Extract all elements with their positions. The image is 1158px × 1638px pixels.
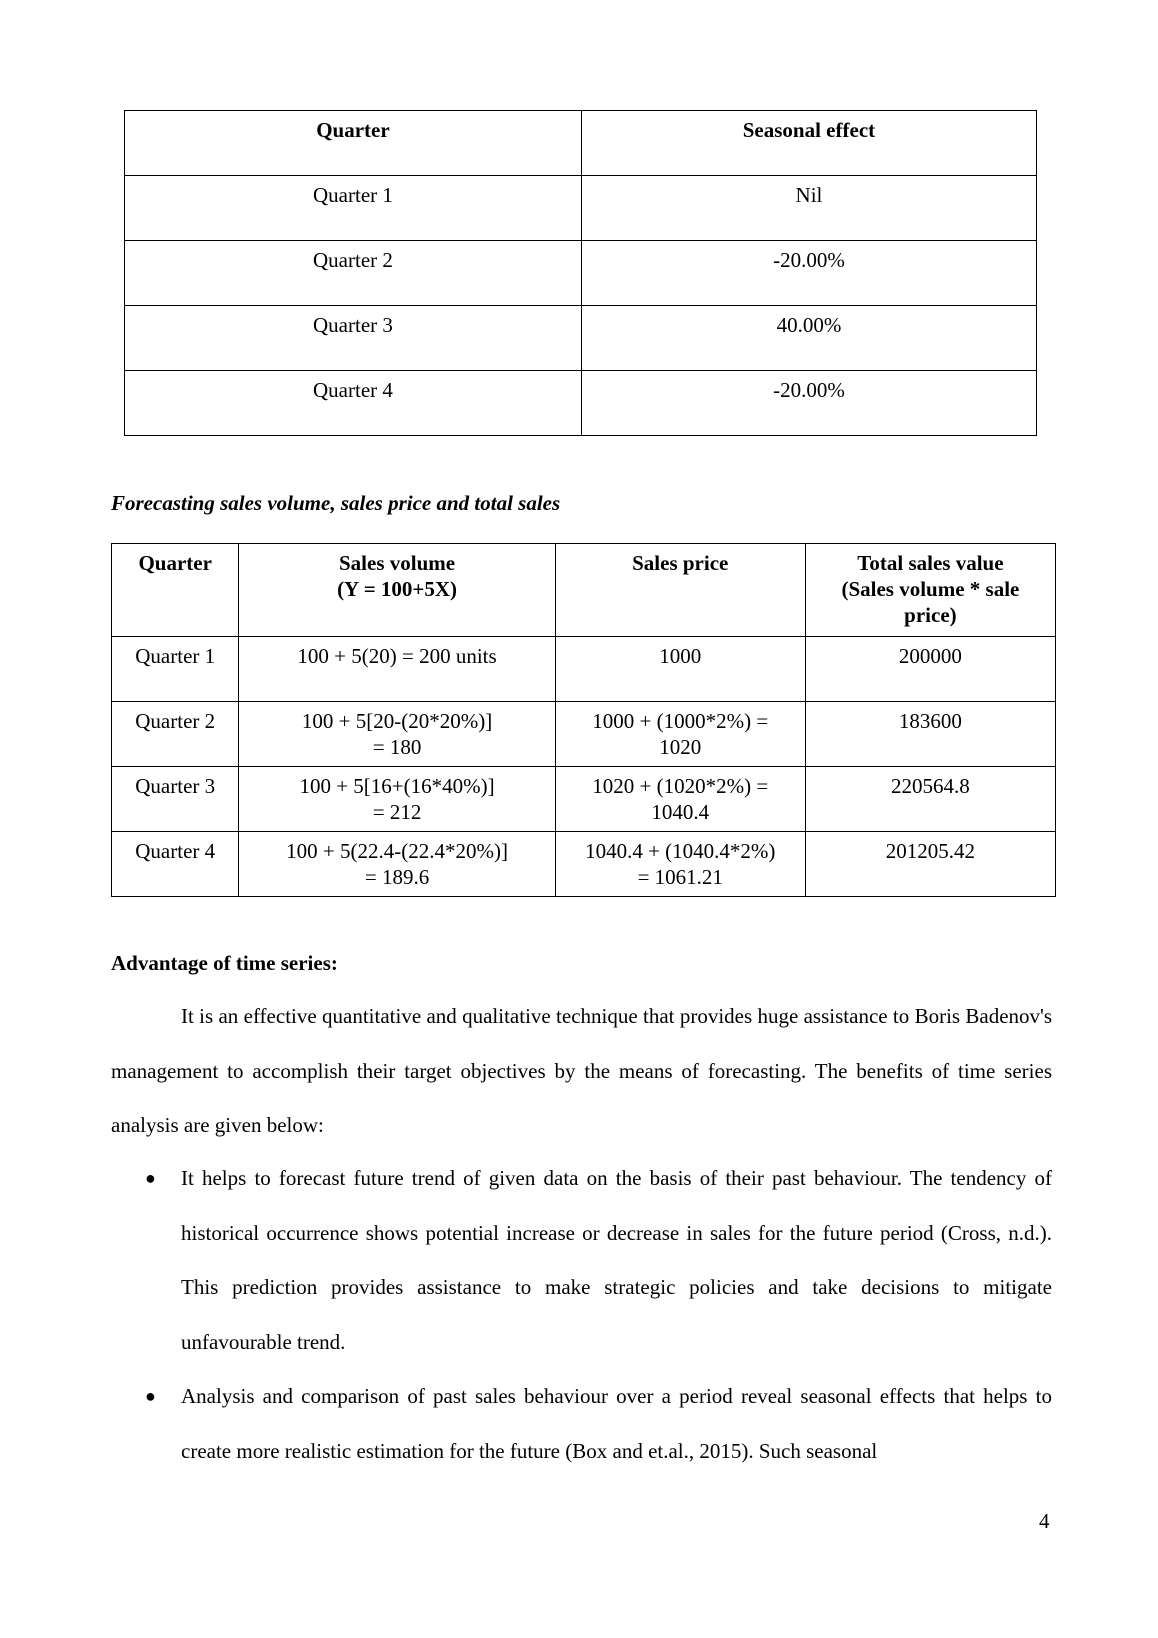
cell-line: 100 + 5(20) = 200 units	[297, 644, 497, 668]
header-seasonal-effect: Seasonal effect	[581, 111, 1036, 176]
cell-total-sales-value	[805, 832, 1055, 897]
header-line: Sales price	[632, 551, 729, 575]
cell-total-sales-value	[805, 637, 1055, 702]
forecast-table	[111, 543, 1056, 897]
bullet-icon: ●	[145, 1168, 156, 1188]
cell-sales-price	[555, 637, 805, 702]
cell-total-sales-value	[805, 767, 1055, 832]
table-header-row	[125, 111, 1037, 176]
header-quarter	[112, 544, 239, 637]
cell-line: 183600	[898, 709, 962, 733]
list-item-text: It helps to forecast future trend of given data on the basis of their past behaviour. The tendency of historical occurrence shows potential increase or decrease in sales for the future period (Cross, n.d.). This prediction provides assistance to make strategic policies and take decisions to mitigate unfavourable trend.	[181, 1166, 1052, 1354]
table-row	[125, 371, 1037, 436]
table-row	[125, 176, 1037, 241]
list-item	[111, 1151, 1052, 1369]
cell-line: 1020 + (1020*2%) =	[592, 774, 769, 798]
cell-sales-price	[555, 832, 805, 897]
cell-line: 1000	[659, 644, 702, 668]
benefits-list	[111, 1151, 1052, 1478]
header-line: (Y = 100+5X)	[337, 577, 458, 601]
cell-quarter	[112, 702, 239, 767]
cell-seasonal-effect: -20.00%	[581, 371, 1036, 436]
cell-line: 1040.4	[651, 800, 710, 824]
table-row	[125, 241, 1037, 306]
header-line: Total sales value	[857, 551, 1004, 575]
cell-quarter	[112, 832, 239, 897]
header-line: price)	[904, 603, 957, 627]
cell-quarter: Quarter 1	[125, 176, 582, 241]
table-row	[112, 637, 1056, 702]
intro-paragraph: It is an effective quantitative and qualitative technique that provides huge assistance to Boris Badenov's management to accomplish their target objectives by the means of forecasting. The benefits of time series analysis are given below:	[111, 1004, 1052, 1137]
cell-quarter: Quarter 2	[125, 241, 582, 306]
table-row	[125, 306, 1037, 371]
cell-sales-price	[555, 767, 805, 832]
cell-total-sales-value	[805, 702, 1055, 767]
cell-line: 1000 + (1000*2%) =	[592, 709, 769, 733]
forecast-section-heading: Forecasting sales volume, sales price and total sales	[111, 491, 561, 515]
list-item	[111, 1369, 1052, 1478]
cell-line: 100 + 5[16+(16*40%)]	[299, 774, 495, 798]
cell-quarter	[112, 637, 239, 702]
table-row	[112, 767, 1056, 832]
cell-sales-volume	[239, 832, 555, 897]
cell-line: 200000	[898, 644, 962, 668]
cell-line: = 1061.21	[637, 865, 723, 889]
cell-line: 201205.42	[885, 839, 976, 863]
advantage-section-heading: Advantage of time series:	[111, 951, 338, 975]
cell-line: 100 + 5[20-(20*20%)]	[301, 709, 493, 733]
cell-line: = 180	[372, 735, 422, 759]
table-row	[112, 832, 1056, 897]
cell-seasonal-effect: 40.00%	[581, 306, 1036, 371]
cell-line: 1040.4 + (1040.4*2%)	[585, 839, 776, 863]
cell-line: = 212	[372, 800, 422, 824]
page-number: 4	[1039, 1509, 1050, 1533]
seasonal-effect-table	[124, 110, 1037, 436]
header-line: Sales volume	[339, 551, 456, 575]
cell-line: Quarter 2	[135, 709, 216, 733]
cell-quarter: Quarter 3	[125, 306, 582, 371]
cell-sales-volume	[239, 702, 555, 767]
cell-line: Quarter 4	[135, 839, 216, 863]
header-sales-volume	[239, 544, 555, 637]
cell-sales-volume	[239, 637, 555, 702]
cell-line: Quarter 3	[135, 774, 216, 798]
cell-line: 100 + 5(22.4-(22.4*20%)]	[286, 839, 508, 863]
cell-seasonal-effect: -20.00%	[581, 241, 1036, 306]
cell-quarter	[112, 767, 239, 832]
header-quarter: Quarter	[125, 111, 582, 176]
cell-line: = 189.6	[364, 865, 430, 889]
table-header-row	[112, 544, 1056, 637]
cell-sales-price	[555, 702, 805, 767]
header-total-sales-value	[805, 544, 1055, 637]
cell-line: Quarter 1	[135, 644, 216, 668]
list-item-text: Analysis and comparison of past sales behaviour over a period reveal seasonal effects that helps to create more realistic estimation for the future (Box and et.al., 2015). Such seasonal	[181, 1384, 1052, 1463]
cell-line: 1020	[659, 735, 702, 759]
bullet-icon: ●	[145, 1386, 156, 1406]
cell-line: 220564.8	[891, 774, 970, 798]
header-line: (Sales volume * sale	[841, 577, 1020, 601]
header-line: Quarter	[138, 551, 212, 575]
cell-sales-volume	[239, 767, 555, 832]
cell-seasonal-effect: Nil	[581, 176, 1036, 241]
header-sales-price	[555, 544, 805, 637]
cell-quarter: Quarter 4	[125, 371, 582, 436]
table-row	[112, 702, 1056, 767]
